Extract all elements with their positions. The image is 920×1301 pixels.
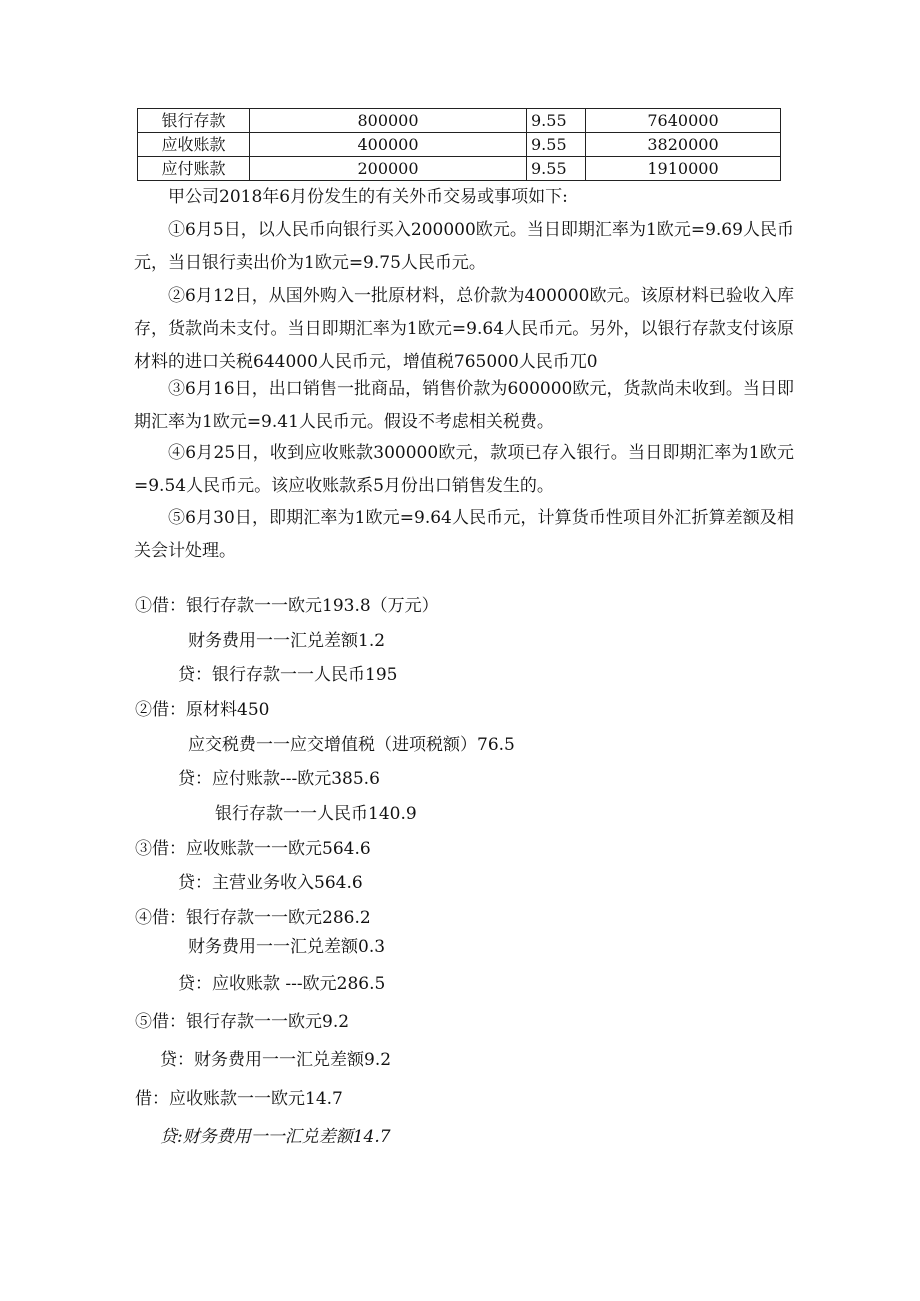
table-row bbox=[138, 109, 781, 133]
foreign-amount-cell: 200000 bbox=[250, 157, 527, 181]
account-cell: 应收账款 bbox=[138, 133, 250, 157]
journal-entry-line: 银行存款一一人民币140.9 bbox=[215, 804, 417, 824]
rate-cell: 9.55 bbox=[527, 157, 586, 181]
item-paragraph: ①6月5日，以人民币向银行买入200000欧元。当日即期汇率为1欧元=9.69人民币元，当日银行卖出价为1欧元=9.75人民币元。 bbox=[134, 220, 794, 273]
exchange-rate-table bbox=[137, 108, 781, 181]
table-row bbox=[138, 157, 781, 181]
intro-paragraph: 甲公司2018年6月份发生的有关外币交易或事项如下: bbox=[168, 187, 568, 207]
item-paragraph: ④6月25日，收到应收账款300000欧元，款项已存入银行。当日即期汇率为1欧元=9.54人民币元。该应收账款系5月份出口销售发生的。 bbox=[134, 443, 794, 496]
rate-cell: 9.55 bbox=[527, 109, 586, 133]
item-paragraph: ②6月12日，从国外购入一批原材料，总价款为400000欧元。该原材料已验收入库存，货款尚未支付。当日即期汇率为1欧元=9.64人民币元。另外，以银行存款支付该原材料的进口关税644000人民币元，增值税765000人民币兀0 bbox=[134, 286, 794, 372]
journal-entry-line: 贷:财务费用一一汇兑差额14.7 bbox=[160, 1127, 391, 1147]
item-paragraph: ③6月16日，出口销售一批商品，销售价款为600000欧元，货款尚未收到。当日即期汇率为1欧元=9.41人民币元。假设不考虑相关税费。 bbox=[134, 379, 794, 432]
account-cell: 银行存款 bbox=[138, 109, 250, 133]
journal-entry-line: ⑤借：银行存款一一欧元9.2 bbox=[135, 1012, 350, 1032]
journal-entry-line: ③借：应收账款一一欧元564.6 bbox=[135, 839, 371, 859]
rmb-amount-cell: 3820000 bbox=[586, 133, 781, 157]
journal-entry-line: 贷：应收账款 ---欧元286.5 bbox=[178, 974, 386, 994]
rmb-amount-cell: 7640000 bbox=[586, 109, 781, 133]
journal-entry-line: 借：应收账款一一欧元14.7 bbox=[135, 1089, 343, 1109]
journal-entry-line: ④借：银行存款一一欧元286.2 bbox=[135, 908, 371, 928]
journal-entry-line: 财务费用一一汇兑差额0.3 bbox=[188, 937, 386, 957]
table-row bbox=[138, 133, 781, 157]
journal-entry-line: 财务费用一一汇兑差额1.2 bbox=[188, 631, 386, 651]
foreign-amount-cell: 400000 bbox=[250, 133, 527, 157]
journal-entry-line: ①借：银行存款一一欧元193.8（万元） bbox=[135, 596, 439, 616]
journal-entry-line: 应交税费一一应交增值税（进项税额）76.5 bbox=[188, 735, 515, 755]
journal-entry-line: 贷：主营业务收入564.6 bbox=[178, 873, 363, 893]
account-cell: 应付账款 bbox=[138, 157, 250, 181]
rate-cell: 9.55 bbox=[527, 133, 586, 157]
journal-entry-line: ②借：原材料450 bbox=[135, 700, 270, 720]
journal-entry-line: 贷：银行存款一一人民币195 bbox=[178, 665, 398, 685]
journal-entry-line: 贷：应付账款---欧元385.6 bbox=[178, 769, 380, 789]
journal-entry-line: 贷：财务费用一一汇兑差额9.2 bbox=[160, 1050, 392, 1070]
foreign-amount-cell: 800000 bbox=[250, 109, 527, 133]
rmb-amount-cell: 1910000 bbox=[586, 157, 781, 181]
item-paragraph: ⑤6月30日，即期汇率为1欧元=9.64人民币元，计算货币性项目外汇折算差额及相关会计处理。 bbox=[134, 508, 794, 561]
